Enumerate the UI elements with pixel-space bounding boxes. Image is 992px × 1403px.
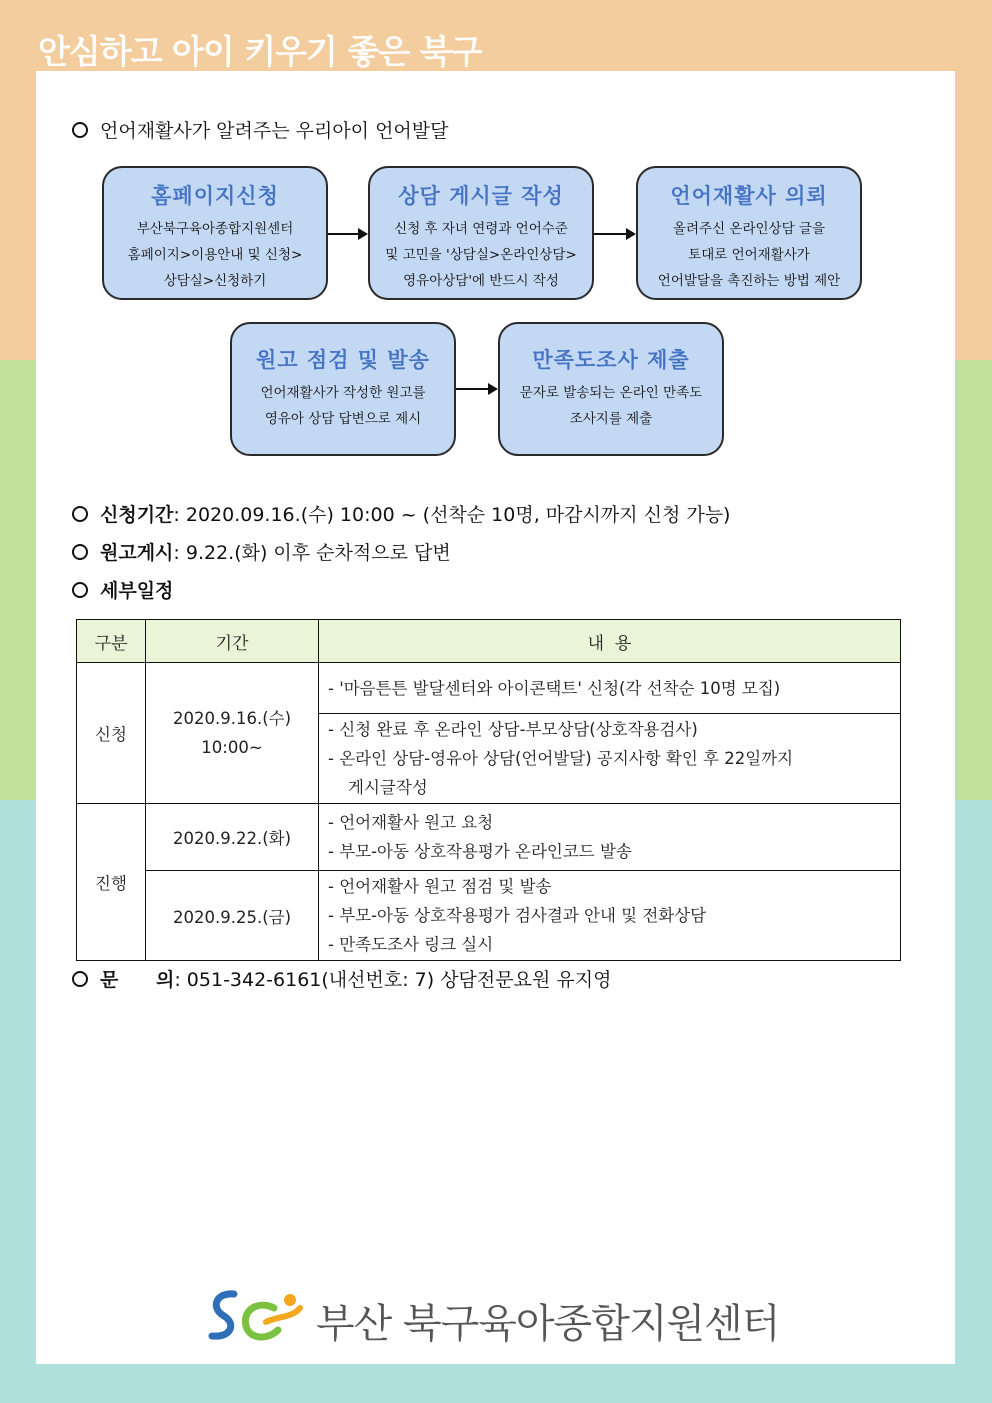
period-time: 10:00~: [201, 738, 263, 757]
flow-step-line: 문자로 발송되는 온라인 만족도: [519, 385, 703, 401]
flow-step-3: [636, 166, 862, 300]
center-logo-icon: [204, 1286, 308, 1348]
table-header-cell: 기간: [146, 620, 319, 663]
circle-bullet-icon: [72, 544, 88, 560]
apply-period-row: [72, 500, 730, 527]
period-cell: 2020.9.25.(금): [146, 871, 319, 961]
flow-step-line: 영유아 상담 답변으로 제시: [264, 411, 422, 427]
flow-step-line: 토대로 언어재활사가: [688, 247, 810, 263]
schedule-heading: 세부일정: [100, 580, 174, 602]
table-header-cell: 내 용: [319, 620, 901, 663]
contact-value: : 051-342-6161(내선번호: 7) 상담전문요원 유지영: [174, 969, 612, 991]
circle-bullet-icon: [72, 971, 88, 987]
post-date-row: [72, 538, 451, 565]
flow-step-line: 영유아상담'에 반드시 작성: [403, 273, 559, 289]
content-line: - 부모-아동 상호작용평가 온라인코드 발송: [328, 842, 632, 861]
table-row: [77, 804, 901, 871]
post-date-value: : 9.22.(화) 이후 순차적으로 답변: [173, 542, 451, 564]
program-heading: 언어재활사가 알려주는 우리아이 언어발달: [100, 120, 449, 142]
flow-step-title: 홈페이지신청: [151, 184, 279, 208]
table-row: [77, 663, 901, 714]
table-row: [77, 871, 901, 961]
circle-bullet-icon: [72, 122, 88, 138]
contact-label-b: 의: [156, 969, 175, 991]
flow-step-line: 신청 후 자녀 연령과 언어수준: [394, 221, 568, 237]
contact-row: [72, 965, 611, 992]
circle-bullet-icon: [72, 582, 88, 598]
content-line: 게시글작성: [348, 778, 428, 797]
content-line: - 부모-아동 상호작용평가 검사결과 안내 및 전화상담: [328, 906, 707, 925]
flow-step-title: 만족도조사 제출: [532, 348, 690, 372]
flow-step-4: [230, 322, 456, 456]
content-line: - 만족도조사 링크 실시: [328, 935, 494, 954]
flow-step-line: 부산북구육아종합지원센터: [136, 221, 294, 237]
period-cell: 2020.9.22.(화): [146, 804, 319, 871]
contact-label-a: 문: [100, 969, 119, 991]
apply-period-value: : 2020.09.16.(수) 10:00 ~ (선착순 10명, 마감시까지 신청 가능): [173, 504, 731, 526]
program-heading-row: [72, 116, 449, 143]
table-header-row: [77, 620, 901, 663]
apply-period-label: 신청기간: [100, 504, 174, 526]
period-cell: [146, 663, 319, 804]
schedule-heading-row: [72, 576, 173, 603]
content-line: - 언어재활사 원고 요청: [328, 813, 494, 832]
content-cell: [319, 663, 901, 714]
flow-arrow: [456, 388, 496, 390]
post-date-label: 원고게시: [100, 542, 174, 564]
flow-step-line: 올려주신 온라인상담 글을: [672, 221, 826, 237]
content-line: - 신청 완료 후 온라인 상담-부모상담(상호작용검사): [328, 720, 698, 739]
flow-step-line: 및 고민을 '상담실>온라인상담>: [385, 247, 577, 263]
flow-step-title: 원고 점검 및 발송: [256, 348, 430, 372]
period-date: 2020.9.16.(수): [172, 709, 292, 728]
table-header-cell: 구분: [77, 620, 146, 663]
header-title: 안심하고 아이 키우기 좋은 북구: [38, 32, 482, 71]
content-cell: [319, 714, 901, 804]
flow-step-line: 홈페이지>이용안내 및 신청>: [127, 247, 303, 263]
flow-step-line: 언어재활사가 작성한 원고를: [260, 385, 426, 401]
schedule-table: [76, 619, 901, 961]
flow-step-title: 언어재활사 의뢰: [670, 184, 828, 208]
flow-step-title: 상담 게시글 작성: [398, 184, 564, 208]
org-name: 부산 북구육아종합지원센터: [316, 1301, 780, 1347]
stage-cell: 신청: [77, 663, 146, 804]
content-line: - 온라인 상담-영유아 상담(언어발달) 공지사항 확인 후 22일까지: [328, 749, 794, 768]
content-cell: [319, 804, 901, 871]
flow-arrow: [594, 233, 634, 235]
flow-step-2: [368, 166, 594, 300]
content-line: - '마음튼튼 발달센터와 아이콘택트' 신청(각 선착순 10명 모집): [328, 678, 781, 698]
flow-arrow: [328, 233, 366, 235]
circle-bullet-icon: [72, 506, 88, 522]
content-cell: [319, 871, 901, 961]
stage-cell: 진행: [77, 804, 146, 961]
flow-step-line: 상담실>신청하기: [163, 273, 267, 289]
flow-step-line: 언어발달을 촉진하는 방법 제안: [657, 273, 841, 289]
flow-step-5: [498, 322, 724, 456]
flow-step-1: [102, 166, 328, 300]
flow-step-line: 조사지를 제출: [569, 411, 653, 427]
content-line: - 언어재활사 원고 점검 및 발송: [328, 877, 552, 896]
